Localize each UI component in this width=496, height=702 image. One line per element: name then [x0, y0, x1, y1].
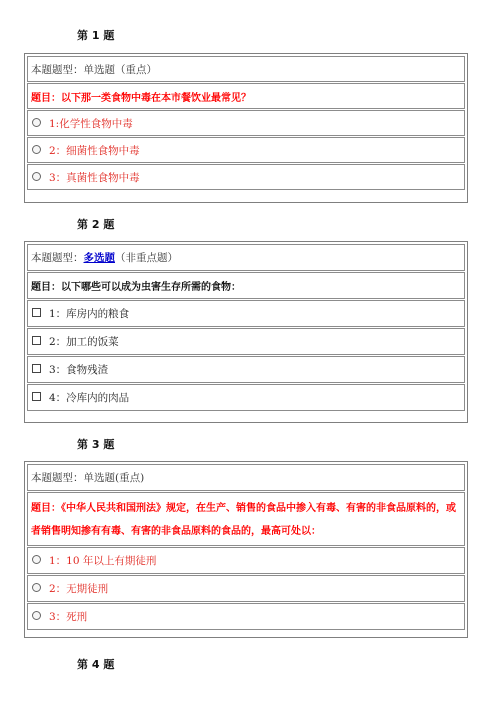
option-label: 2：细菌性食物中毒 [49, 144, 140, 157]
radio-button[interactable] [32, 611, 41, 620]
question-type-suffix: （非重点题） [115, 252, 178, 264]
option-label: 4：冷库内的肉品 [49, 392, 130, 404]
option-row[interactable] [27, 547, 465, 574]
option-row[interactable] [27, 356, 465, 383]
option-row[interactable] [27, 164, 465, 190]
option-label: 1：10 年以上有期徒刑 [49, 555, 157, 567]
option-row[interactable] [27, 384, 465, 411]
question-2-title: 第 2 题 [77, 218, 115, 231]
radio-button[interactable] [32, 555, 41, 564]
question-type-label: 本题题型：单选题（重点） [31, 63, 157, 76]
radio-button[interactable] [32, 583, 41, 592]
question-stem: 题目：《中华人民共和国刑法》规定，在生产、销售的食品中掺入有毒、有害的非食品原料的，或者销售明知掺有有毒、有害的非食品原料的食品的，最高可处以： [31, 503, 456, 537]
question-1-title: 第 1 题 [77, 29, 115, 42]
option-label: 2：无期徒刑 [49, 583, 109, 595]
option-row[interactable] [27, 575, 465, 602]
question-type-row [27, 56, 465, 82]
checkbox[interactable] [32, 308, 41, 317]
option-label: 3：食物残渣 [49, 364, 109, 376]
checkbox[interactable] [32, 336, 41, 345]
option-row[interactable] [27, 328, 465, 355]
question-stem-row [27, 492, 465, 546]
radio-button[interactable] [32, 118, 41, 127]
option-row[interactable] [27, 137, 465, 163]
question-stem-row [27, 272, 465, 299]
question-1-table [24, 53, 468, 203]
checkbox[interactable] [32, 364, 41, 373]
question-stem: 题目：以下那一类食物中毒在本市餐饮业最常见？ [31, 92, 251, 104]
checkbox[interactable] [32, 392, 41, 401]
question-stem: 题目：以下哪些可以成为虫害生存所需的食物： [31, 282, 241, 293]
question-type-row [27, 464, 465, 491]
question-2-table [24, 241, 468, 423]
radio-button[interactable] [32, 145, 41, 154]
question-type-row [27, 244, 465, 271]
question-4-title: 第 4 题 [77, 658, 115, 671]
option-label: 1:化学性食物中毒 [49, 117, 133, 130]
option-row[interactable] [27, 300, 465, 327]
question-type-prefix: 本题题型： [31, 252, 84, 264]
question-type-label: 本题题型：单选题(重点) [31, 472, 145, 484]
option-label: 1：库房内的粮食 [49, 308, 130, 320]
question-3-table [24, 461, 468, 638]
option-row[interactable] [27, 110, 465, 136]
option-label: 3：死刑 [49, 611, 88, 623]
option-label: 2：加工的饭菜 [49, 336, 119, 348]
option-row[interactable] [27, 603, 465, 630]
radio-button[interactable] [32, 172, 41, 181]
question-3-title: 第 3 题 [77, 438, 115, 451]
question-stem-row [27, 83, 465, 109]
question-type-link[interactable]: 多选题 [83, 252, 115, 264]
option-label: 3：真菌性食物中毒 [49, 171, 140, 184]
